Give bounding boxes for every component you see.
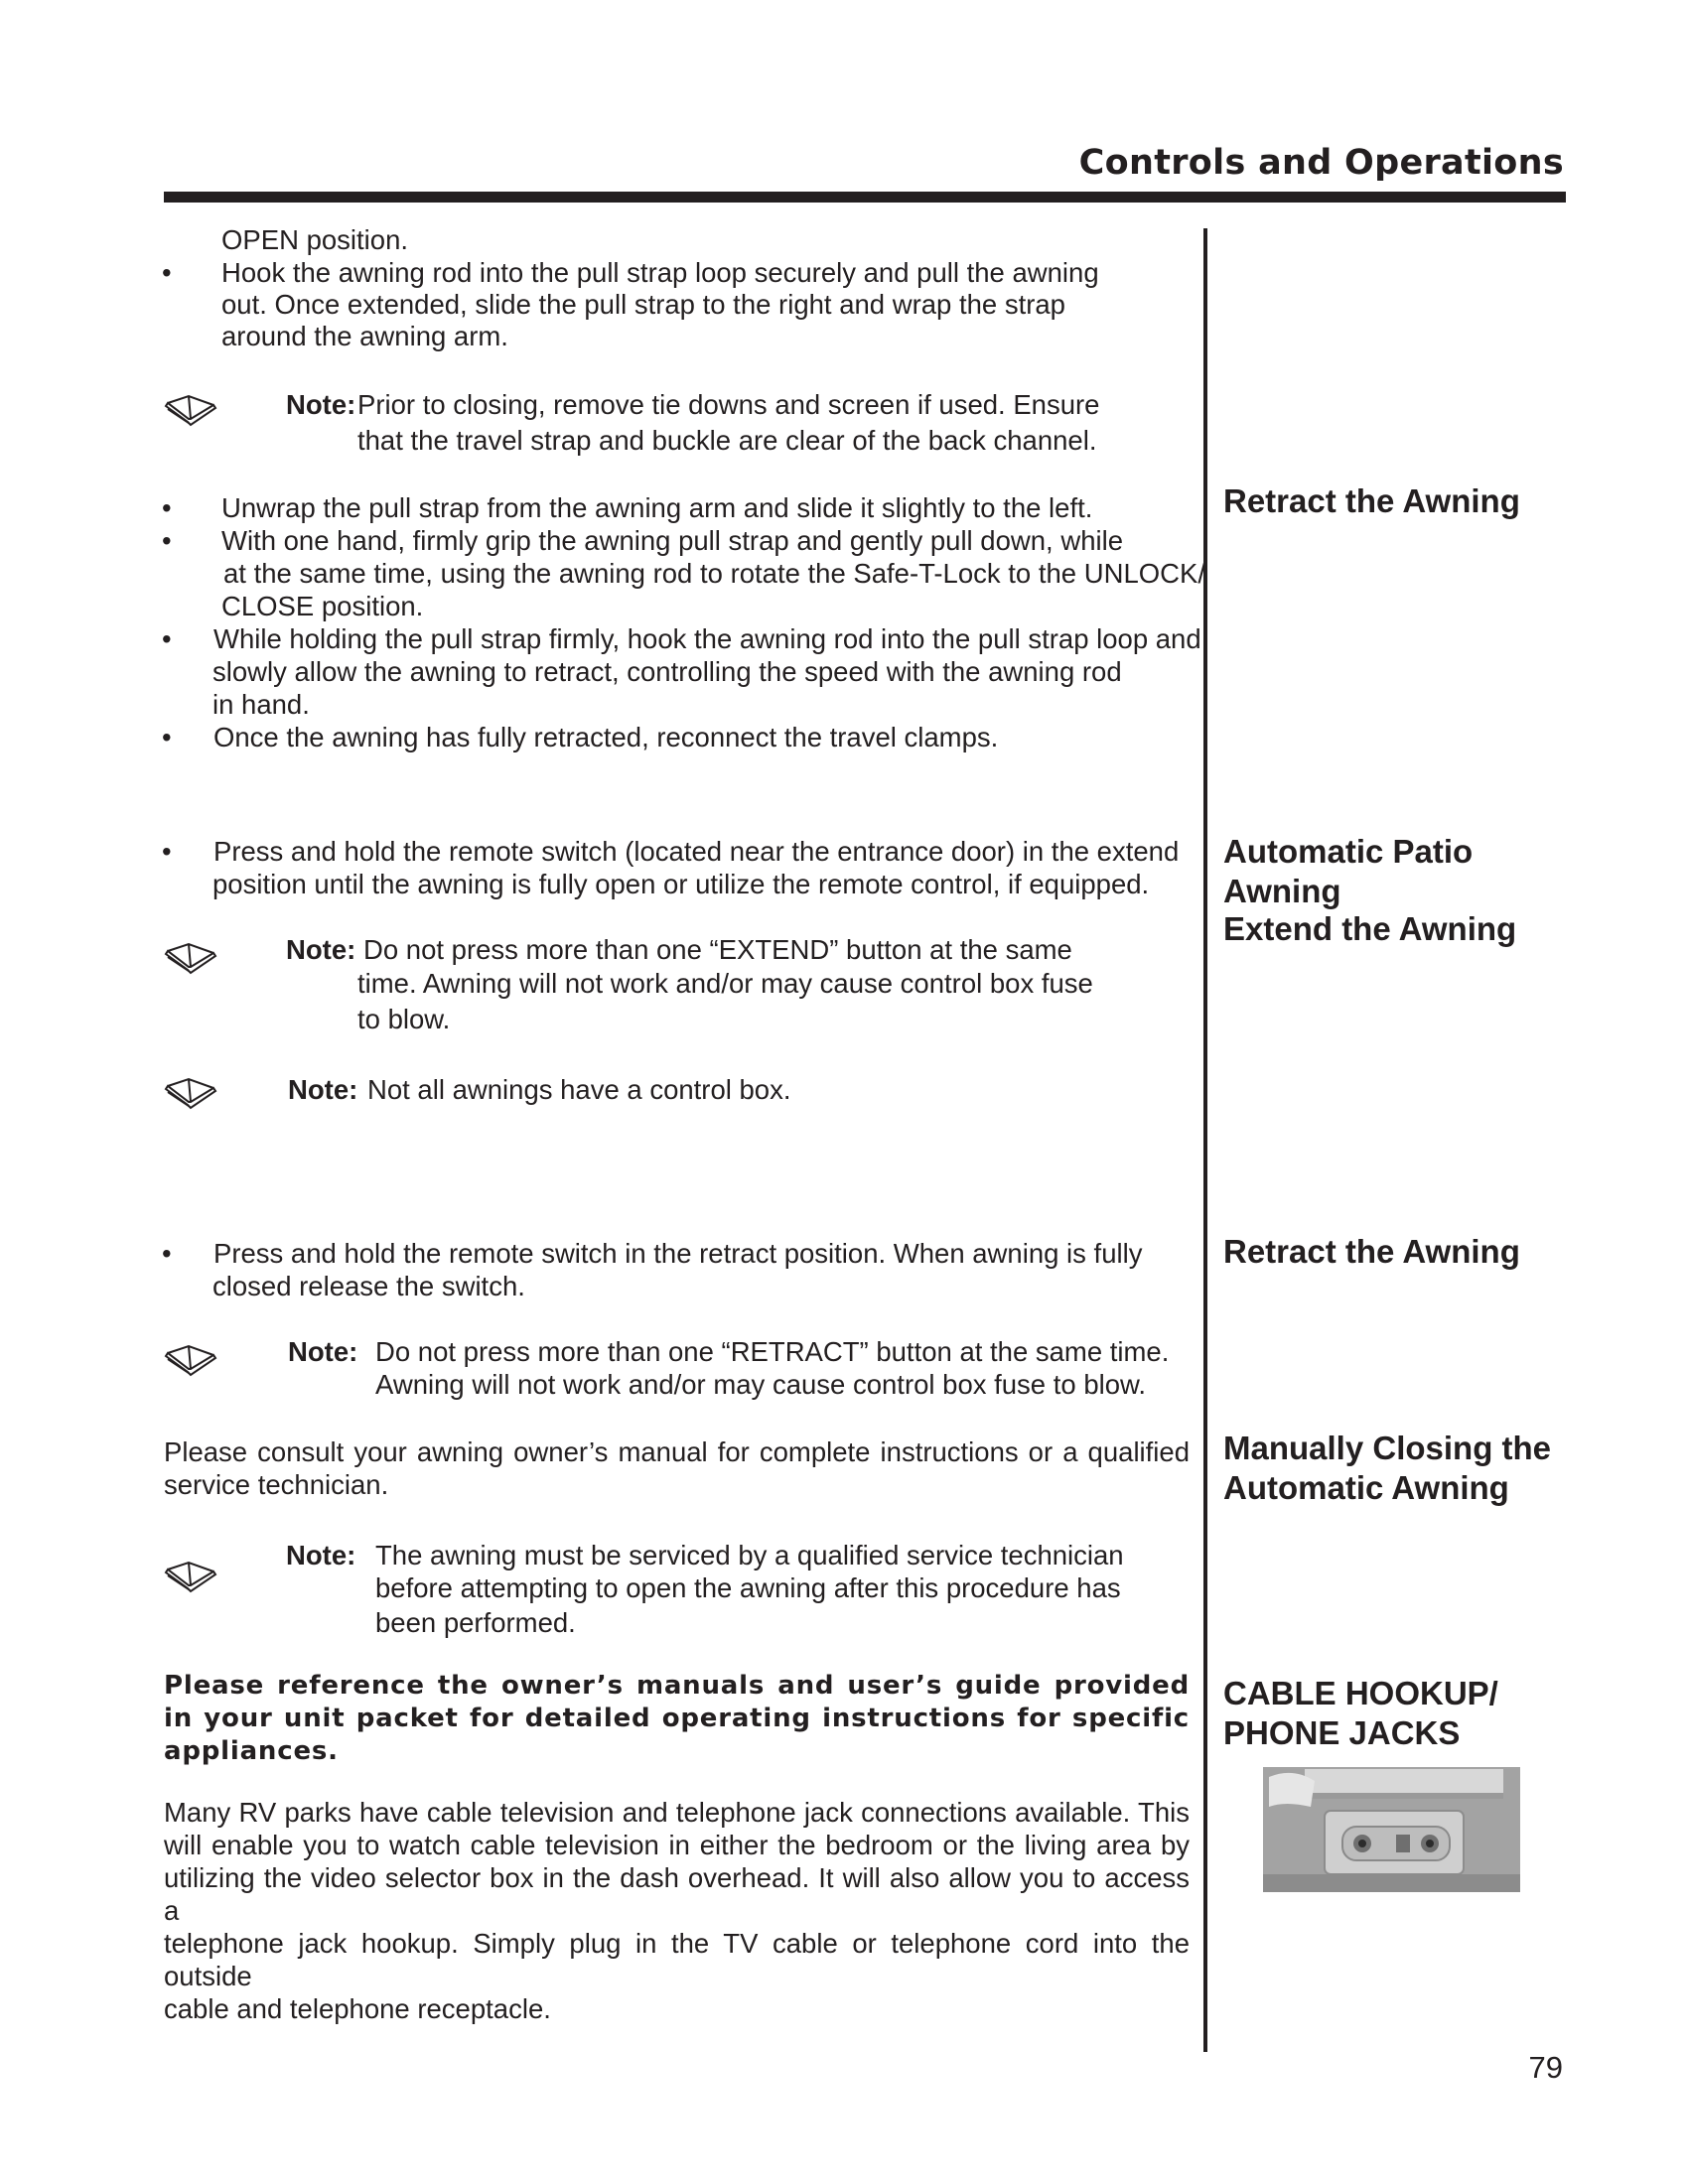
body-line: around the awning arm. xyxy=(221,321,508,351)
bullet: • xyxy=(162,722,172,752)
note-label: Note: xyxy=(286,389,356,420)
body-line: in your unit packet for detailed operating instructions for specific xyxy=(164,1704,1190,1733)
body-line: Press and hold the remote switch in the retract position. When awning is fully xyxy=(213,1238,1143,1269)
page-number: 79 xyxy=(1528,2050,1563,2085)
bullet: • xyxy=(162,1238,172,1269)
section-heading-phone-jacks: PHONE JACKS xyxy=(1223,1714,1461,1751)
section-heading-awning: Awning xyxy=(1223,873,1341,909)
note-label: Note: xyxy=(286,934,356,965)
note-text: Do not press more than one “RETRACT” button at the same time. xyxy=(375,1336,1170,1367)
body-line: OPEN position. xyxy=(221,224,409,255)
body-line: telephone jack hookup. Simply plug in the TV cable or telephone cord into the outside xyxy=(164,1928,1190,1991)
bullet: • xyxy=(162,492,172,523)
cable-receptacle-photo xyxy=(1263,1767,1520,1892)
body-line: Please reference the owner’s manuals and user’s guide provided xyxy=(164,1671,1190,1701)
note-text: The awning must be serviced by a qualified service technician xyxy=(375,1540,1124,1570)
note-text: Do not press more than one “EXTEND” button at the same xyxy=(363,934,1072,965)
body-line: slowly allow the awning to retract, controlling the speed with the awning rod xyxy=(212,656,1122,687)
open-book-icon xyxy=(162,940,219,978)
note-text: been performed. xyxy=(375,1607,576,1638)
header-rule xyxy=(164,192,1566,203)
body-line: out. Once extended, slide the pull strap to the right and wrap the strap xyxy=(221,289,1065,320)
open-book-icon xyxy=(162,1075,219,1113)
body-line: CLOSE position. xyxy=(221,591,424,621)
body-line: utilizing the video selector box in the dash overhead. It will also allow you to access a xyxy=(164,1862,1190,1926)
note-text: before attempting to open the awning after this procedure has xyxy=(375,1572,1121,1603)
column-divider xyxy=(1203,228,1207,2052)
body-line: With one hand, firmly grip the awning pull strap and gently pull down, while xyxy=(221,525,1123,556)
note-text: Not all awnings have a control box. xyxy=(367,1074,791,1105)
bullet: • xyxy=(162,525,172,556)
note-text: time. Awning will not work and/or may cause control box fuse xyxy=(357,968,1093,999)
body-line: Please consult your awning owner’s manual for complete instructions or a qualified xyxy=(164,1436,1190,1467)
body-line: service technician. xyxy=(164,1469,389,1500)
section-heading-automatic-patio: Automatic Patio xyxy=(1223,833,1474,870)
body-paragraph xyxy=(164,1435,1190,1501)
body-line: Hook the awning rod into the pull strap loop securely and pull the awning xyxy=(221,257,1099,288)
body-line: appliances. xyxy=(164,1736,339,1766)
section-heading-extend: Extend the Awning xyxy=(1223,910,1517,947)
bullet: • xyxy=(162,257,172,288)
bullet: • xyxy=(162,623,172,654)
note-text: Prior to closing, remove tie downs and screen if used. Ensure xyxy=(357,389,1100,420)
note-text: Awning will not work and/or may cause control box fuse to blow. xyxy=(375,1369,1147,1400)
section-heading-manual-closing: Manually Closing the xyxy=(1223,1430,1552,1466)
page-header-title: Controls and Operations xyxy=(1078,143,1564,183)
bullet: • xyxy=(162,836,172,867)
body-line: in hand. xyxy=(212,689,310,720)
cable-receptacle-illustration xyxy=(1263,1767,1520,1892)
section-heading-retract-manual: Retract the Awning xyxy=(1223,482,1520,519)
body-line: Press and hold the remote switch (located near the entrance door) in the extend xyxy=(213,836,1180,867)
body-paragraph xyxy=(164,1796,1190,2025)
body-line: Many RV parks have cable television and telephone jack connections available. This xyxy=(164,1797,1190,1828)
body-line: closed release the switch. xyxy=(212,1271,525,1301)
open-book-icon xyxy=(162,1342,219,1380)
section-heading-cable-hookup: CABLE HOOKUP/ xyxy=(1223,1675,1498,1711)
reference-paragraph xyxy=(164,1670,1190,1768)
note-label: Note: xyxy=(286,1540,356,1570)
body-line: Once the awning has fully retracted, reconnect the travel clamps. xyxy=(213,722,999,752)
note-text: that the travel strap and buckle are clear of the back channel. xyxy=(357,425,1097,456)
body-line: at the same time, using the awning rod to rotate the Safe-T-Lock to the UNLOCK/ xyxy=(223,558,1205,589)
body-line: will enable you to watch cable television in either the bedroom or the living area by xyxy=(164,1830,1190,1860)
section-heading-retract-automatic: Retract the Awning xyxy=(1223,1233,1520,1270)
body-line: Unwrap the pull strap from the awning arm and slide it slightly to the left. xyxy=(221,492,1093,523)
body-line: While holding the pull strap firmly, hook the awning rod into the pull strap loop and xyxy=(213,623,1201,654)
open-book-icon xyxy=(162,392,219,430)
note-label: Note: xyxy=(288,1336,358,1367)
section-heading-automatic-awning: Automatic Awning xyxy=(1223,1469,1509,1506)
body-line: cable and telephone receptacle. xyxy=(164,1993,551,2024)
open-book-icon xyxy=(162,1559,219,1596)
note-text: to blow. xyxy=(357,1004,451,1034)
note-label: Note: xyxy=(288,1074,358,1105)
body-line: position until the awning is fully open or utilize the remote control, if equipped. xyxy=(212,869,1150,899)
